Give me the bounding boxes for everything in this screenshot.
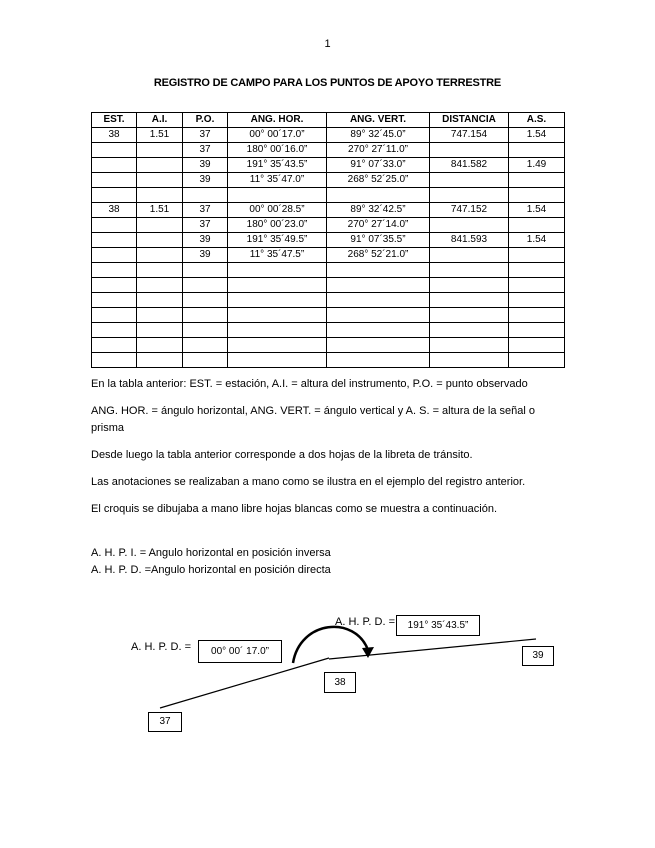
table-cell: 268° 52´25.0” <box>327 173 430 188</box>
table-row <box>92 173 565 188</box>
table-cell <box>430 263 509 278</box>
table-cell <box>92 338 137 353</box>
table-cell <box>430 323 509 338</box>
column-header: ANG. VERT. <box>327 113 430 128</box>
angle-arc <box>293 627 368 663</box>
table-cell: 91° 07´35.5” <box>327 233 430 248</box>
table-cell: 37 <box>183 143 228 158</box>
table-row <box>92 278 565 293</box>
paragraph: El croquis se dibujaba a mano libre hojas blancas como se muestra a continuación. <box>91 503 498 515</box>
line-38-to-37 <box>160 658 329 708</box>
table-cell <box>430 143 509 158</box>
angle-box-left: 00° 00´ 17.0” <box>198 640 282 663</box>
table-cell <box>137 263 183 278</box>
table-cell <box>430 293 509 308</box>
table-cell <box>92 293 137 308</box>
table-cell: 180° 00´16.0” <box>228 143 327 158</box>
table-cell: 1.54 <box>509 128 565 143</box>
table-cell <box>183 293 228 308</box>
table-cell: 11° 35´47.0” <box>228 173 327 188</box>
table-cell <box>228 323 327 338</box>
table-cell <box>430 353 509 368</box>
table-cell <box>509 173 565 188</box>
table-row <box>92 143 565 158</box>
table-cell <box>327 263 430 278</box>
table-body <box>92 128 565 368</box>
table-cell: 180° 00´23.0” <box>228 218 327 233</box>
table-row <box>92 128 565 143</box>
table-cell <box>430 188 509 203</box>
table-cell <box>92 143 137 158</box>
table-cell <box>137 173 183 188</box>
table-cell <box>509 293 565 308</box>
table-cell <box>137 293 183 308</box>
arrowhead-icon <box>362 647 374 658</box>
table-cell <box>509 338 565 353</box>
table-cell: 00° 00´28.5” <box>228 203 327 218</box>
abbreviation-definitions <box>91 545 563 579</box>
table-cell <box>92 173 137 188</box>
table-row <box>92 248 565 263</box>
table-cell: 37 <box>183 203 228 218</box>
table-cell <box>509 278 565 293</box>
table-cell <box>92 188 137 203</box>
table-cell <box>228 353 327 368</box>
table-row <box>92 188 565 203</box>
table-cell: 270° 27´11.0” <box>327 143 430 158</box>
table-cell: 89° 32´42.5” <box>327 203 430 218</box>
paragraph: En la tabla anterior: EST. = estación, A.I. = altura del instrumento, P.O. = punto observado <box>91 378 528 390</box>
column-header: ANG. HOR. <box>228 113 327 128</box>
table-cell: 191° 35´43.5” <box>228 158 327 173</box>
line-38-to-39 <box>329 639 536 659</box>
table-header-row <box>92 113 565 128</box>
table-cell: 11° 35´47.5” <box>228 248 327 263</box>
table-cell: 841.593 <box>430 233 509 248</box>
table-cell <box>430 278 509 293</box>
table-cell <box>183 323 228 338</box>
table-cell <box>509 263 565 278</box>
column-header: A.I. <box>137 113 183 128</box>
sketch-label-left: A. H. P. D. = <box>131 641 192 653</box>
table-cell <box>92 278 137 293</box>
paragraph: ANG. HOR. = ángulo horizontal, ANG. VERT. = ángulo vertical y A. S. = altura de la señal o prisma <box>91 405 536 434</box>
table-cell <box>183 278 228 293</box>
table-cell: 191° 35´49.5” <box>228 233 327 248</box>
column-header: EST. <box>92 113 137 128</box>
table-cell <box>327 323 430 338</box>
table-cell <box>137 143 183 158</box>
paragraph: Las anotaciones se realizaban a mano como se ilustra en el ejemplo del registro anterior. <box>91 476 526 488</box>
table-cell <box>327 293 430 308</box>
table-cell <box>228 308 327 323</box>
column-header: A.S. <box>509 113 565 128</box>
table-cell <box>137 353 183 368</box>
table-cell <box>92 233 137 248</box>
table-cell <box>137 323 183 338</box>
table-cell <box>137 308 183 323</box>
table-cell <box>228 278 327 293</box>
table-row <box>92 323 565 338</box>
table-cell: 747.154 <box>430 128 509 143</box>
column-header: DISTANCIA <box>430 113 509 128</box>
table-cell <box>137 158 183 173</box>
table-cell <box>92 353 137 368</box>
table-cell <box>430 218 509 233</box>
table-cell: 39 <box>183 158 228 173</box>
point-38-box: 38 <box>324 672 356 693</box>
table-row <box>92 293 565 308</box>
table-cell: 00° 00´17.0” <box>228 128 327 143</box>
table-cell <box>137 248 183 263</box>
table-cell: 1.54 <box>509 233 565 248</box>
table-cell <box>430 338 509 353</box>
table-row <box>92 338 565 353</box>
document-title: REGISTRO DE CAMPO PARA LOS PUNTOS DE APOYO TERRESTRE <box>153 77 502 89</box>
point-39-box: 39 <box>522 646 554 666</box>
table-cell: 1.54 <box>509 203 565 218</box>
table-cell: 747.152 <box>430 203 509 218</box>
table-row <box>92 233 565 248</box>
table-cell <box>228 263 327 278</box>
table-cell: 39 <box>183 173 228 188</box>
table-cell: 270° 27´14.0” <box>327 218 430 233</box>
table-cell: 841.582 <box>430 158 509 173</box>
table-cell <box>430 173 509 188</box>
definition-ahpd: A. H. P. D. =Angulo horizontal en posición directa <box>91 564 331 576</box>
point-37-box: 37 <box>148 712 182 732</box>
table-row <box>92 353 565 368</box>
table-cell: 39 <box>183 248 228 263</box>
explanation-paragraphs <box>91 376 563 528</box>
table-row <box>92 158 565 173</box>
table-cell <box>327 188 430 203</box>
table-cell <box>228 338 327 353</box>
table-cell <box>92 323 137 338</box>
table-cell <box>509 188 565 203</box>
table-cell <box>509 308 565 323</box>
table-cell <box>183 308 228 323</box>
table-cell: 37 <box>183 128 228 143</box>
table-cell <box>137 338 183 353</box>
table-cell: 37 <box>183 218 228 233</box>
table-cell: 1.49 <box>509 158 565 173</box>
field-record-table <box>91 112 565 368</box>
table-cell: 91° 07´33.0” <box>327 158 430 173</box>
table-cell <box>430 308 509 323</box>
table-cell <box>137 233 183 248</box>
table-cell <box>183 263 228 278</box>
table-row <box>92 263 565 278</box>
table-cell <box>327 278 430 293</box>
table-cell <box>92 218 137 233</box>
table-cell <box>183 338 228 353</box>
table-cell <box>228 188 327 203</box>
table-cell: 38 <box>92 203 137 218</box>
table-cell <box>327 308 430 323</box>
table-cell <box>228 293 327 308</box>
table-cell: 38 <box>92 128 137 143</box>
page-number: 1 <box>324 38 331 50</box>
table-cell <box>92 263 137 278</box>
table-cell <box>509 218 565 233</box>
table-row <box>92 203 565 218</box>
table-cell <box>137 218 183 233</box>
table-cell <box>327 338 430 353</box>
table-cell <box>509 323 565 338</box>
table-row <box>92 218 565 233</box>
table-cell: 1.51 <box>137 128 183 143</box>
table-cell <box>137 188 183 203</box>
table-cell <box>92 158 137 173</box>
paragraph: Desde luego la tabla anterior corresponde a dos hojas de la libreta de tránsito. <box>91 449 473 461</box>
table-cell <box>327 353 430 368</box>
table-cell <box>183 188 228 203</box>
table-cell: 268° 52´21.0” <box>327 248 430 263</box>
table-cell <box>137 278 183 293</box>
sketch-label-right: A. H. P. D. = <box>335 616 396 628</box>
table-cell: 39 <box>183 233 228 248</box>
angle-box-right: 191° 35´43.5” <box>396 615 480 636</box>
table-cell: 89° 32´45.0” <box>327 128 430 143</box>
definition-ahpi: A. H. P. I. = Angulo horizontal en posición inversa <box>91 547 331 559</box>
table-cell <box>509 143 565 158</box>
table-cell <box>430 248 509 263</box>
table-row <box>92 308 565 323</box>
table-cell: 1.51 <box>137 203 183 218</box>
table-cell <box>92 308 137 323</box>
table-cell <box>92 248 137 263</box>
column-header: P.O. <box>183 113 228 128</box>
table-cell <box>509 248 565 263</box>
table-cell <box>509 353 565 368</box>
table-cell <box>183 353 228 368</box>
